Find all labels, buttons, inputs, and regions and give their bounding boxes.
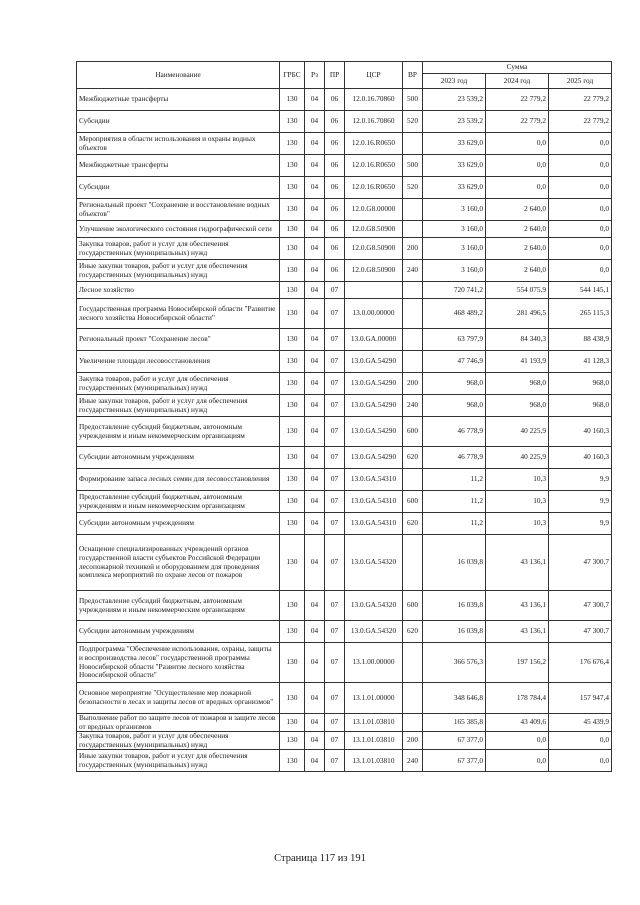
cell-pr: 07 [325, 447, 345, 469]
cell-vr: 240 [403, 750, 423, 772]
cell-y2024: 10,3 [486, 491, 549, 513]
cell-pr: 07 [325, 621, 345, 643]
cell-grbs: 130 [280, 750, 305, 772]
cell-csr: 12.0.G8.00000 [345, 199, 403, 221]
cell-csr: 12.0.16.R0650 [345, 155, 403, 177]
cell-rz: 04 [305, 417, 325, 447]
cell-vr: 620 [403, 513, 423, 535]
cell-csr: 12.0.16.R0650 [345, 133, 403, 155]
header-year-2023: 2023 год [423, 74, 486, 89]
table-row [77, 417, 612, 447]
cell-grbs: 130 [280, 591, 305, 621]
cell-rz: 04 [305, 111, 325, 133]
cell-name: Закупка товаров, работ и услуг для обеспечения государственных (муниципальных) нужд [77, 373, 280, 395]
cell-grbs: 130 [280, 329, 305, 351]
cell-csr: 12.0.G8.50900 [345, 260, 403, 282]
cell-grbs: 130 [280, 282, 305, 299]
cell-vr: 200 [403, 373, 423, 395]
cell-grbs: 130 [280, 683, 305, 714]
table-row [77, 351, 612, 373]
cell-pr: 06 [325, 260, 345, 282]
cell-csr: 13.0.GA.00000 [345, 329, 403, 351]
cell-vr: 200 [403, 238, 423, 260]
cell-vr [403, 299, 423, 329]
cell-y2025: 0,0 [549, 155, 612, 177]
cell-y2024: 554 075,9 [486, 282, 549, 299]
cell-y2024: 968,0 [486, 395, 549, 417]
cell-y2024: 10,3 [486, 513, 549, 535]
cell-grbs: 130 [280, 643, 305, 683]
header-year-2025: 2025 год [549, 74, 612, 89]
table-row [77, 535, 612, 591]
cell-y2023: 720 741,2 [423, 282, 486, 299]
cell-grbs: 130 [280, 177, 305, 199]
table-row [77, 732, 612, 750]
cell-name: Основное мероприятие "Осуществление мер пожарной безопасности в лесах и защиты лесов от вредных организмов" [77, 683, 280, 714]
cell-name: Улучшение экологического состояния гидрографической сети [77, 221, 280, 238]
cell-pr: 07 [325, 417, 345, 447]
cell-csr: 13.0.GA.54290 [345, 373, 403, 395]
cell-y2025: 9,9 [549, 469, 612, 491]
cell-rz: 04 [305, 221, 325, 238]
cell-pr: 06 [325, 199, 345, 221]
table-row [77, 221, 612, 238]
cell-vr: 240 [403, 260, 423, 282]
cell-y2023: 33 629,0 [423, 155, 486, 177]
cell-y2024: 2 640,0 [486, 238, 549, 260]
cell-rz: 04 [305, 469, 325, 491]
cell-vr [403, 199, 423, 221]
cell-vr: 240 [403, 395, 423, 417]
cell-name: Оснащение специализированных учреждений органов государственной власти субъектов Российской Федерации лесопожарной техникой и оборудованием для проведения комплекса мероприятий по охране лесов от пожаров [77, 535, 280, 591]
cell-y2023: 46 778,9 [423, 447, 486, 469]
cell-vr [403, 221, 423, 238]
cell-y2025: 88 438,9 [549, 329, 612, 351]
cell-grbs: 130 [280, 260, 305, 282]
table-row [77, 155, 612, 177]
cell-y2025: 47 300,7 [549, 621, 612, 643]
cell-y2025: 41 128,3 [549, 351, 612, 373]
cell-y2025: 0,0 [549, 238, 612, 260]
cell-vr [403, 133, 423, 155]
cell-grbs: 130 [280, 89, 305, 111]
header-rz: Рз [305, 62, 325, 89]
cell-grbs: 130 [280, 714, 305, 732]
table-row [77, 238, 612, 260]
cell-csr: 12.0.16.70860 [345, 89, 403, 111]
cell-rz: 04 [305, 155, 325, 177]
cell-y2024: 43 136,1 [486, 591, 549, 621]
cell-vr: 600 [403, 591, 423, 621]
cell-y2025: 40 160,3 [549, 447, 612, 469]
cell-grbs: 130 [280, 535, 305, 591]
cell-name: Лесное хозяйство [77, 282, 280, 299]
cell-y2024: 10,3 [486, 469, 549, 491]
cell-name: Предоставление субсидий бюджетным, автономным учреждениям и иным некоммерческим организациям [77, 491, 280, 513]
cell-y2023: 3 160,0 [423, 221, 486, 238]
cell-pr: 07 [325, 469, 345, 491]
table-row [77, 133, 612, 155]
cell-grbs: 130 [280, 238, 305, 260]
cell-csr: 13.0.GA.54320 [345, 535, 403, 591]
cell-csr: 12.0.16.70860 [345, 111, 403, 133]
cell-vr [403, 282, 423, 299]
cell-y2024: 2 640,0 [486, 199, 549, 221]
cell-grbs: 130 [280, 417, 305, 447]
cell-y2025: 176 676,4 [549, 643, 612, 683]
cell-y2023: 16 039,8 [423, 591, 486, 621]
cell-y2025: 9,9 [549, 491, 612, 513]
cell-y2024: 2 640,0 [486, 260, 549, 282]
cell-y2024: 43 136,1 [486, 535, 549, 591]
cell-csr: 13.1.01.03810 [345, 750, 403, 772]
cell-name: Межбюджетные трансферты [77, 155, 280, 177]
cell-y2024: 968,0 [486, 373, 549, 395]
cell-name: Закупка товаров, работ и услуг для обеспечения государственных (муниципальных) нужд [77, 238, 280, 260]
cell-y2023: 468 489,2 [423, 299, 486, 329]
cell-rz: 04 [305, 299, 325, 329]
cell-y2024: 0,0 [486, 750, 549, 772]
cell-y2024: 0,0 [486, 732, 549, 750]
cell-grbs: 130 [280, 155, 305, 177]
cell-vr: 200 [403, 732, 423, 750]
cell-y2025: 0,0 [549, 221, 612, 238]
cell-grbs: 130 [280, 395, 305, 417]
cell-vr [403, 351, 423, 373]
cell-y2025: 544 145,1 [549, 282, 612, 299]
cell-y2023: 67 377,0 [423, 732, 486, 750]
cell-y2024: 40 225,9 [486, 417, 549, 447]
table-row [77, 282, 612, 299]
cell-y2024: 43 409,6 [486, 714, 549, 732]
cell-name: Субсидии [77, 111, 280, 133]
cell-grbs: 130 [280, 299, 305, 329]
cell-y2025: 0,0 [549, 133, 612, 155]
cell-pr: 07 [325, 591, 345, 621]
cell-pr: 06 [325, 221, 345, 238]
cell-csr: 13.0.GA.54290 [345, 417, 403, 447]
header-sum: Сумма [423, 62, 612, 74]
cell-y2023: 33 629,0 [423, 177, 486, 199]
table-row [77, 750, 612, 772]
cell-name: Выполнение работ по защите лесов от пожаров и защите лесов от вредных организмов [77, 714, 280, 732]
table-row [77, 111, 612, 133]
cell-vr [403, 535, 423, 591]
table-row [77, 447, 612, 469]
cell-grbs: 130 [280, 513, 305, 535]
table-body [77, 89, 612, 772]
cell-y2024: 281 496,5 [486, 299, 549, 329]
cell-rz: 04 [305, 351, 325, 373]
cell-y2024: 0,0 [486, 133, 549, 155]
cell-y2024: 2 640,0 [486, 221, 549, 238]
cell-name: Иные закупки товаров, работ и услуг для обеспечения государственных (муниципальных) нужд [77, 395, 280, 417]
cell-y2025: 968,0 [549, 395, 612, 417]
cell-rz: 04 [305, 621, 325, 643]
table-row [77, 199, 612, 221]
cell-y2024: 84 340,3 [486, 329, 549, 351]
cell-csr: 13.0.00.00000 [345, 299, 403, 329]
cell-name: Мероприятия в области использования и охраны водных объектов [77, 133, 280, 155]
cell-grbs: 130 [280, 351, 305, 373]
cell-rz: 04 [305, 199, 325, 221]
table-row [77, 591, 612, 621]
cell-y2024: 41 193,9 [486, 351, 549, 373]
cell-pr: 06 [325, 89, 345, 111]
cell-pr: 07 [325, 714, 345, 732]
table-row [77, 621, 612, 643]
cell-y2025: 0,0 [549, 177, 612, 199]
cell-grbs: 130 [280, 447, 305, 469]
cell-pr: 06 [325, 238, 345, 260]
cell-name: Закупка товаров, работ и услуг для обеспечения государственных (муниципальных) нужд [77, 732, 280, 750]
cell-grbs: 130 [280, 199, 305, 221]
cell-pr: 06 [325, 133, 345, 155]
cell-y2025: 0,0 [549, 750, 612, 772]
cell-name: Субсидии [77, 177, 280, 199]
cell-y2023: 968,0 [423, 395, 486, 417]
table-row [77, 643, 612, 683]
cell-y2025: 0,0 [549, 732, 612, 750]
cell-rz: 04 [305, 329, 325, 351]
cell-rz: 04 [305, 750, 325, 772]
table-row [77, 491, 612, 513]
header-pr: ПР [325, 62, 345, 89]
table-header [77, 62, 612, 89]
cell-rz: 04 [305, 643, 325, 683]
cell-name: Иные закупки товаров, работ и услуг для обеспечения государственных (муниципальных) нужд [77, 750, 280, 772]
cell-y2025: 45 439,9 [549, 714, 612, 732]
cell-y2023: 23 539,2 [423, 111, 486, 133]
cell-csr: 13.0.GA.54290 [345, 447, 403, 469]
cell-y2023: 11,2 [423, 491, 486, 513]
cell-y2023: 33 629,0 [423, 133, 486, 155]
cell-y2023: 63 797,9 [423, 329, 486, 351]
cell-grbs: 130 [280, 469, 305, 491]
cell-y2023: 165 385,8 [423, 714, 486, 732]
cell-pr: 07 [325, 282, 345, 299]
cell-name: Предоставление субсидий бюджетным, автономным учреждениям и иным некоммерческим организациям [77, 417, 280, 447]
header-name: Наименование [77, 62, 280, 89]
cell-y2025: 22 779,2 [549, 111, 612, 133]
cell-rz: 04 [305, 282, 325, 299]
cell-y2024: 43 136,1 [486, 621, 549, 643]
cell-y2025: 9,9 [549, 513, 612, 535]
header-grbs: ГРБС [280, 62, 305, 89]
cell-rz: 04 [305, 535, 325, 591]
cell-y2025: 0,0 [549, 260, 612, 282]
cell-rz: 04 [305, 591, 325, 621]
cell-vr [403, 643, 423, 683]
cell-pr: 06 [325, 111, 345, 133]
cell-rz: 04 [305, 238, 325, 260]
cell-csr: 13.0.GA.54320 [345, 591, 403, 621]
cell-csr: 13.1.01.03810 [345, 714, 403, 732]
cell-y2025: 22 779,2 [549, 89, 612, 111]
cell-y2023: 67 377,0 [423, 750, 486, 772]
cell-y2025: 968,0 [549, 373, 612, 395]
cell-pr: 07 [325, 395, 345, 417]
cell-csr: 13.0.GA.54310 [345, 469, 403, 491]
cell-csr: 13.0.GA.54310 [345, 491, 403, 513]
table-row [77, 299, 612, 329]
table-row [77, 260, 612, 282]
cell-csr: 12.0.16.R0650 [345, 177, 403, 199]
table-row [77, 373, 612, 395]
cell-pr: 06 [325, 177, 345, 199]
cell-pr: 07 [325, 299, 345, 329]
cell-rz: 04 [305, 732, 325, 750]
cell-csr: 13.1.01.03810 [345, 732, 403, 750]
cell-pr: 07 [325, 351, 345, 373]
cell-pr: 07 [325, 513, 345, 535]
cell-name: Межбюджетные трансферты [77, 89, 280, 111]
cell-y2023: 3 160,0 [423, 199, 486, 221]
cell-csr: 13.1.00.00000 [345, 643, 403, 683]
cell-y2023: 23 539,2 [423, 89, 486, 111]
cell-y2024: 22 779,2 [486, 89, 549, 111]
cell-y2023: 46 778,9 [423, 417, 486, 447]
cell-rz: 04 [305, 373, 325, 395]
cell-y2025: 40 160,3 [549, 417, 612, 447]
header-csr: ЦСР [345, 62, 403, 89]
cell-name: Региональный проект "Сохранение и восстановление водных объектов" [77, 199, 280, 221]
cell-name: Иные закупки товаров, работ и услуг для обеспечения государственных (муниципальных) нужд [77, 260, 280, 282]
cell-y2023: 11,2 [423, 469, 486, 491]
cell-csr: 13.1.01.00000 [345, 683, 403, 714]
cell-vr [403, 329, 423, 351]
cell-vr: 620 [403, 447, 423, 469]
cell-vr: 520 [403, 177, 423, 199]
cell-y2025: 47 300,7 [549, 591, 612, 621]
table-row [77, 329, 612, 351]
cell-rz: 04 [305, 89, 325, 111]
cell-rz: 04 [305, 133, 325, 155]
cell-vr: 600 [403, 491, 423, 513]
cell-vr: 620 [403, 621, 423, 643]
table-row [77, 513, 612, 535]
cell-pr: 07 [325, 373, 345, 395]
cell-vr [403, 714, 423, 732]
cell-y2023: 3 160,0 [423, 260, 486, 282]
cell-rz: 04 [305, 395, 325, 417]
budget-table [76, 61, 612, 772]
cell-y2025: 157 947,4 [549, 683, 612, 714]
cell-y2024: 22 779,2 [486, 111, 549, 133]
page-number: Страница 117 из 191 [274, 853, 366, 864]
cell-pr: 07 [325, 643, 345, 683]
cell-y2023: 968,0 [423, 373, 486, 395]
cell-pr: 06 [325, 155, 345, 177]
header-vr: ВР [403, 62, 423, 89]
cell-y2023: 16 039,8 [423, 535, 486, 591]
cell-vr [403, 683, 423, 714]
header-year-2024: 2024 год [486, 74, 549, 89]
table-row [77, 395, 612, 417]
cell-csr: 12.0.G8.50900 [345, 238, 403, 260]
cell-y2023: 348 646,8 [423, 683, 486, 714]
cell-pr: 07 [325, 535, 345, 591]
table-row [77, 177, 612, 199]
cell-csr: 13.0.GA.54310 [345, 513, 403, 535]
cell-y2023: 3 160,0 [423, 238, 486, 260]
cell-pr: 07 [325, 683, 345, 714]
table-row [77, 714, 612, 732]
cell-grbs: 130 [280, 373, 305, 395]
cell-y2024: 0,0 [486, 155, 549, 177]
cell-vr: 500 [403, 155, 423, 177]
cell-pr: 07 [325, 732, 345, 750]
cell-name: Региональный проект "Сохранение лесов" [77, 329, 280, 351]
cell-vr: 600 [403, 417, 423, 447]
cell-name: Государственная программа Новосибирской области "Развитие лесного хозяйства Новосибирской области" [77, 299, 280, 329]
cell-rz: 04 [305, 513, 325, 535]
table-row [77, 89, 612, 111]
cell-grbs: 130 [280, 491, 305, 513]
cell-y2023: 47 746,9 [423, 351, 486, 373]
cell-csr: 13.0.GA.54290 [345, 351, 403, 373]
cell-rz: 04 [305, 714, 325, 732]
cell-y2023: 366 576,3 [423, 643, 486, 683]
cell-y2024: 197 156,2 [486, 643, 549, 683]
cell-name: Увеличение площади лесовосстановления [77, 351, 280, 373]
cell-y2025: 0,0 [549, 199, 612, 221]
cell-grbs: 130 [280, 133, 305, 155]
cell-y2025: 265 115,3 [549, 299, 612, 329]
cell-csr [345, 282, 403, 299]
cell-csr: 13.0.GA.54290 [345, 395, 403, 417]
cell-y2025: 47 300,7 [549, 535, 612, 591]
cell-vr: 520 [403, 111, 423, 133]
table-row [77, 469, 612, 491]
cell-name: Подпрограмма "Обеспечение использования, охраны, защиты и воспроизводства лесов" государственной программы Новосибирской области "Развитие лесного хозяйства Новосибирской области" [77, 643, 280, 683]
cell-grbs: 130 [280, 732, 305, 750]
table-row [77, 683, 612, 714]
cell-grbs: 130 [280, 621, 305, 643]
cell-vr [403, 469, 423, 491]
cell-name: Субсидии автономным учреждениям [77, 513, 280, 535]
cell-vr: 500 [403, 89, 423, 111]
cell-pr: 07 [325, 329, 345, 351]
cell-y2024: 40 225,9 [486, 447, 549, 469]
cell-name: Субсидии автономным учреждениям [77, 621, 280, 643]
cell-rz: 04 [305, 447, 325, 469]
cell-name: Предоставление субсидий бюджетным, автономным учреждениям и иным некоммерческим организациям [77, 591, 280, 621]
cell-csr: 13.0.GA.54320 [345, 621, 403, 643]
cell-y2023: 11,2 [423, 513, 486, 535]
cell-pr: 07 [325, 491, 345, 513]
cell-y2023: 16 039,8 [423, 621, 486, 643]
cell-y2024: 178 784,4 [486, 683, 549, 714]
cell-rz: 04 [305, 683, 325, 714]
cell-rz: 04 [305, 491, 325, 513]
cell-rz: 04 [305, 177, 325, 199]
cell-name: Субсидии автономным учреждениям [77, 447, 280, 469]
cell-grbs: 130 [280, 221, 305, 238]
cell-grbs: 130 [280, 111, 305, 133]
cell-pr: 07 [325, 750, 345, 772]
cell-y2024: 0,0 [486, 177, 549, 199]
cell-rz: 04 [305, 260, 325, 282]
cell-name: Формирование запаса лесных семян для лесовосстановления [77, 469, 280, 491]
cell-csr: 12.0.G8.50900 [345, 221, 403, 238]
